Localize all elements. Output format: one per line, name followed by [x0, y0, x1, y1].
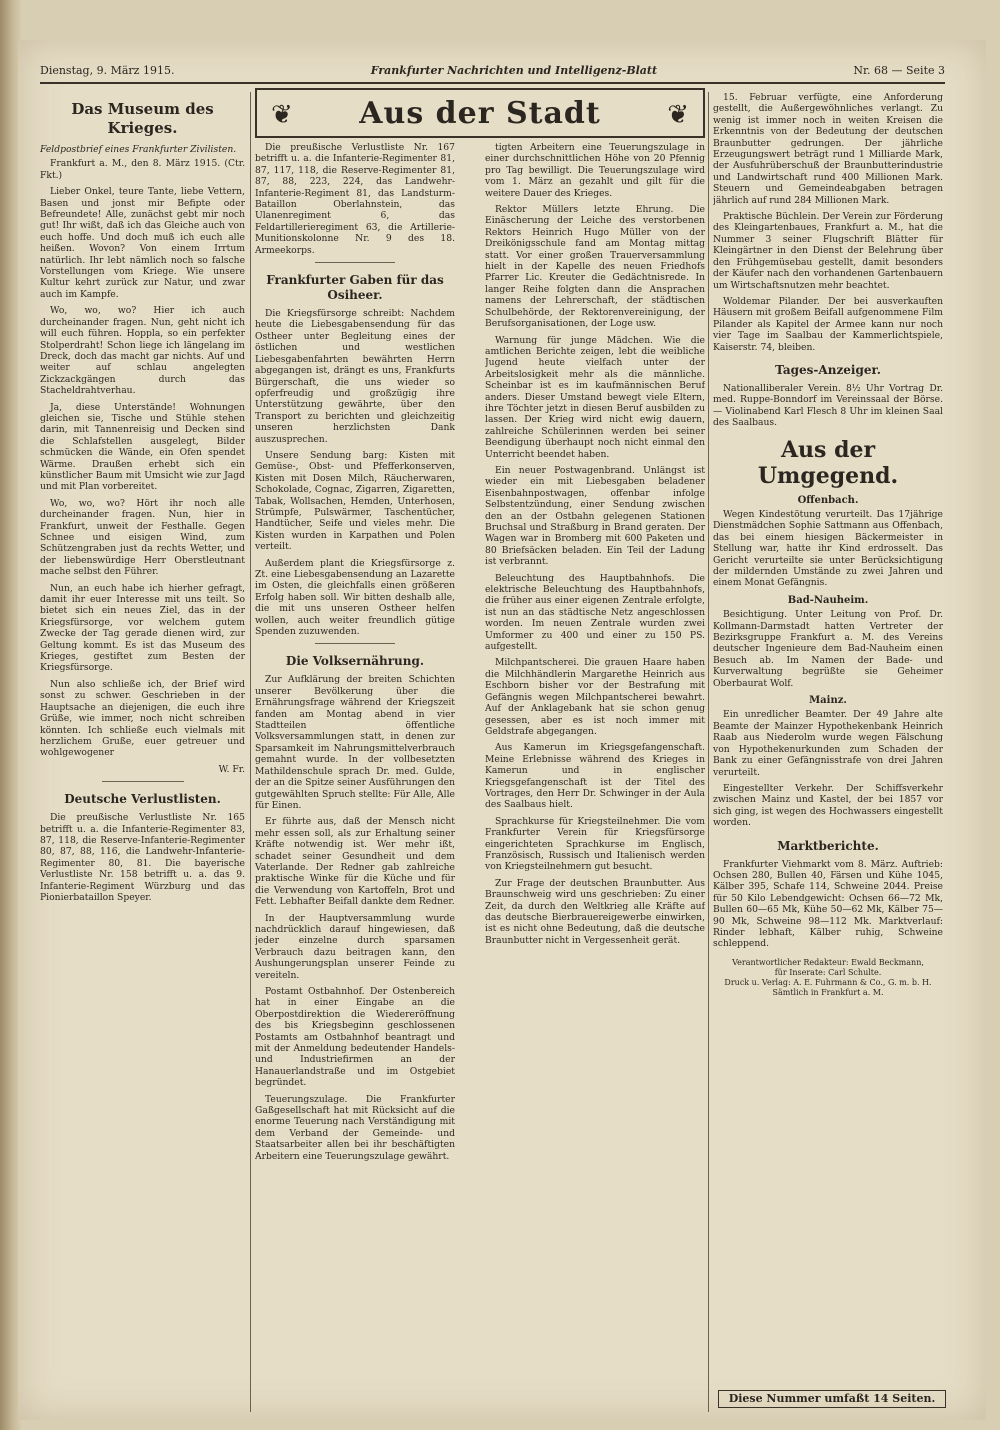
article-paragraph: Er führte aus, daß der Mensch nicht mehr essen soll, als zur Erhaltung seiner Kräfte notwendig ist. Wer mehr ißt, schadet seiner Gesundheit und dem Vaterlande. Der Redner gab zahlreiche praktische Winke für die Küche und für die Verwendung von Kartoffeln, Brot und Fett. Lebhafter Beifall dankte dem Redner. — [255, 816, 455, 908]
divider — [315, 643, 395, 644]
article-paragraph: Nun also schließe ich, der Brief wird sonst zu schwer. Geschrieben in der Hauptsache an diejenigen, die euch ihre Grüße, wie immer, noch nicht schreiben könnten. Ich schließe euch vielmals mit herzlichem Gruße, euer getreuer und wohlgewogener — [40, 678, 245, 759]
article-paragraph: Die preußische Verlustliste Nr. 165 betrifft u. a. die Infanterie-Regimenter 83, 87, 118, die Reserve-Infanterie-Regimenter 80, 87, 88, 116, die Landwehr-Infanterie-Regimenter 80, 81. Die bayerische Verlustliste Nr. 158 betrifft u. a. das 9. Infanterie-Regiment Würzburg und das Pionierbataillon Speyer. — [40, 812, 245, 903]
article-subtitle: Feldpostbrief eines Frankfurter Zivilisten. — [40, 144, 237, 155]
location-heading: Offenbach. — [797, 494, 859, 506]
article-paragraph: Praktische Büchlein. Der Verein zur Förderung des Kleingartenbaues, Frankfurt a. M., hat die Nummer 3 seiner Flugschrift Blätter für Kleingärtner in den Dienst der Belehrung über den Frühgemüsebau gestellt, damit besonders der Käufer nach den vorhandenen Gartenbauern um Wirtschaftsnutzen mehr beachtet. — [713, 211, 943, 291]
imprint — [713, 958, 943, 998]
article-paragraph: Ein unredlicher Beamter. Der 49 Jahre alte Beamte der Mainzer Hypothekenbank Heinrich Raab aus Niederolm wurde wegen Fälschung von Hypothekenurkunden zum Schaden der Bank zu einer Gefängnisstrafe von drei Jahren verurteilt. — [713, 709, 943, 778]
article-signature: W. Fr. — [218, 763, 245, 775]
article-paragraph: Postamt Ostbahnhof. Der Ostenbereich hat in einer Eingabe an die Oberpostdirektion die Wiedereröffnung des bis Kriegsbeginn geschlossenen Postamts am Ostbahnhof beantragt und mit der Anmeldung bedeutender Handels- und Industriefirmen an der Hanauerlandstraße und im Ostgebiet begründet. — [255, 986, 455, 1089]
article-paragraph: Unsere Sendung barg: Kisten mit Gemüse-, Obst- und Pfefferkonserven, Kisten mit Dosen Milch, Räucherwaren, Schokolade, Cognac, Zigarren, Zigaretten, Tabak, Wollsachen, Hemden, Unterhosen, Strümpfe, Pulswärmer, Taschentücher, Handtücher, Seife und vieles mehr. Die Kisten wurden in Karpathen und Polen verteilt. — [255, 449, 455, 553]
article-headline: Tages-Anzeiger. — [775, 362, 881, 377]
article-dateline: Frankfurt a. M., den 8. März 1915. (Ctr. Fkt.) — [40, 158, 245, 181]
article-headline: Frankfurter Gaben für das Osiheer. — [266, 273, 444, 303]
article-paragraph: Eingestellter Verkehr. Der Schiffsverkehr zwischen Mainz und Kastel, der bei 1857 vor sich ging, ist wegen des Hochwassers eingestellt worden. — [713, 782, 943, 829]
imprint-line: Druck u. Verlag: A. E. Fuhrmann & Co., G. m. b. H. — [724, 977, 932, 987]
column-1 — [40, 92, 245, 1412]
article-paragraph: Ein neuer Postwagenbrand. Unlängst ist wieder ein mit Liebesgaben beladener Eisenbahnpostwagen, offenbar infolge Selbstentzündung, einer Sendung zwischen den an der Ostbahn gelegenen Stationen Bruchsal und Straßburg in Brand geraten. Der Wagen war in Bromberg mit 600 Paketen und 80 Briefsäcken beladen. Ein Teil der Ladung ist verbrannt. — [485, 464, 705, 568]
section-banner — [255, 88, 705, 138]
article-paragraph: Nationalliberaler Verein. 8½ Uhr Vortrag Dr. med. Ruppe-Bonndorf im Vereinssaal der Börse. — Violinabend Karl Flesch 8 Uhr im kleinen Saal des Saalbaus. — [713, 382, 943, 429]
article-paragraph: Wo, wo, wo? Hier ich auch durcheinander fragen. Nun, geht nicht ich will euch führen. Hoppla, so ein perfekter Stolperdraht! Schon liege ich längelang im Dreck, doch das macht gar nichts. Auf und weiter auf schlau angelegten Zickzackgängen durch das Stacheldrahtverhau. — [40, 305, 245, 397]
location-heading: Bad-Nauheim. — [787, 594, 869, 606]
column-4 — [713, 92, 943, 1412]
article-paragraph: tigten Arbeitern eine Teuerungszulage in einer durchschnittlichen Höhe von 20 Pfennig pro Tag bewilligt. Die Teuerungszulage wird vom 1. März an gezahlt und gilt für die weitere Dauer des Krieges. — [485, 142, 705, 199]
article-paragraph: Zur Aufklärung der breiten Schichten unserer Bevölkerung über die Ernährungsfrage während der Kriegszeit fanden am Montag abend in vier Stadtteilen öffentliche Volksversammlungen statt, in denen zur Sparsamkeit im Nahrungsmittelverbrauch gemahnt wurde. In der vollbesetzten Mathildenschule sprach Dr. med. Gulde, der an die Spitze seiner Ausführungen den gutgewählten Spruch stellte: Für Alle, Alle für Einen. — [255, 674, 455, 811]
divider — [102, 781, 184, 782]
article-paragraph: Wo, wo, wo? Hört ihr noch alle durcheinander fragen. Nun, hier in Frankfurt, unweit der Festhalle. Gegen Schnee und eisigen Wind, zum Schützengraben just da rechts Wetter, und der liebenswürdige Herr Oberstleutnant mache selbst den Führer. — [40, 497, 245, 578]
column-2 — [255, 142, 455, 1430]
column-3 — [485, 142, 705, 1430]
page-number: Nr. 68 — Seite 3 — [853, 63, 945, 77]
section-title: Aus der Stadt — [359, 95, 601, 131]
article-paragraph: Außerdem plant die Kriegsfürsorge z. Zt. eine Liebesgabensendung an Lazarette im Osten, die gleichfalls einen größeren Erfolg haben soll. Wir bitten deshalb alle, die mit uns unseren Ostheer helfen wollen, auch weiter freundlich gütige Spenden zuzuwenden. — [255, 557, 455, 638]
article-paragraph: Lieber Onkel, teure Tante, liebe Vettern, Basen und jonst mir Befipte oder Befreundete! Alle, zunächst gebt mir noch gut! Ihr wißt, daß ich das Gleiche auch von euch hoffe. Und doch muß ich euch alle heißen. Wovon? Von einem Irrtum natürlich. Ihr lebt nämlich noch so falsche Vorstellungen vom Kriege. Wie unsere Kultur kehrt zurück zur Natur, und zwar auch im Kampfe. — [40, 186, 245, 300]
article-paragraph: Zur Frage der deutschen Braunbutter. Aus Braunschweig wird uns geschrieben: Zu einer Zeit, da durch den Weltkrieg alle Kräfte auf das deutsche Bierbrauereigewerbe einwirken, ist es nicht ohne Bedeutung, daß die deutsche Braunbutter nicht in Vergessenheit gerät. — [485, 877, 705, 946]
article-paragraph: In der Hauptversammlung wurde nachdrücklich darauf hingewiesen, daß jeder einzelne durch sparsamen Verbrauch dazu beitragen kann, den Aushungerungsplan unserer Feinde zu vereiteln. — [255, 912, 455, 981]
location-heading: Mainz. — [809, 695, 847, 707]
article-headline: Die Volksernährung. — [285, 654, 425, 669]
divider — [315, 262, 395, 263]
article-paragraph: Wegen Kindestötung verurteilt. Das 17jährige Dienstmädchen Sophie Sattmann aus Offenbach, das bei einem hiesigen Bäckermeister in Stellung war, hatte ihr Kind erdrosselt. Das Gericht verurteilte sie unter Berücksichtigung der mildernden Umstände zu zwei Jahren und einem Monat Gefängnis. — [713, 508, 943, 589]
article-paragraph: Woldemar Pilander. Der bei ausverkauften Häusern mit großem Beifall aufgenommene Film Pilander als Kapitel der Armee kann nur noch vier Tage im Saalbau der Kammerlichtspiele, Kaiserstr. 74, bleiben. — [713, 295, 943, 353]
article-paragraph: Sprachkurse für Kriegsteilnehmer. Die vom Frankfurter Verein für Kriegsfürsorge eingerichteten Sprachkurse im Englisch, Französisch, Russisch und Italienisch werden von Kriegsteilnehmern gut besucht. — [485, 815, 705, 873]
article-paragraph: Warnung für junge Mädchen. Wie die amtlichen Berichte zeigen, lebt die weibliche Jugend heute vielfach unter der Arbeitslosigkeit mehr als die männliche. Scheinbar ist es im kaufmännischen Beruf anders. Dieser Umstand bewegt viele Eltern, ihre Töchter jetzt in diesen Beruf ausbilden zu lassen. Der Krieg wird nicht ewig dauern, zahlreiche Schülerinnen werden bei seiner Beendigung überhaupt noch nicht einmal den Unterricht beendet haben. — [485, 334, 705, 460]
article-paragraph: Nun, an euch habe ich hierher gefragt, damit ihr euer Interesse mit uns teilt. So bietet sich ein neues Ziel, das in der Kriegsfürsorge, vor welchem gutem Zwecke der Tag gerade dienen wird, zur Geltung kommt. Es ist das Museum des Krieges, gestiftet zum Besten der Kriegsfürsorge. — [40, 582, 245, 674]
masthead — [40, 58, 945, 84]
article-headline: Deutsche Verlustlisten. — [64, 792, 221, 807]
ornament-icon: ❦ — [667, 100, 689, 130]
article-paragraph: Teuerungszulage. Die Frankfurter Gaßgesellschaft hat mit Rücksicht auf die enorme Teuerung nach Verständigung mit dem Verband der Gemeinde- und Staatsarbeiter allen bei ihr beschäftigten Arbeitern eine Teuerungszulage gewährt. — [255, 1093, 455, 1162]
issue-date: Dienstag, 9. März 1915. — [40, 63, 175, 77]
imprint-line: Verantwortlicher Redakteur: Ewald Beckmann, — [732, 957, 924, 967]
article-headline: Das Museum des Krieges. — [71, 100, 214, 137]
article-headline: Marktberichte. — [777, 838, 879, 853]
article-paragraph: Beleuchtung des Hauptbahnhofs. Die elektrische Beleuchtung des Hauptbahnhofs, die früher aus einer eigenen Zentrale erfolgte, ist nun an das städtische Netz angeschlossen worden. Im neuen Zentrale wurden zwei Umformer zu 400 und einer zu 150 PS. aufgestellt. — [485, 572, 705, 653]
column-rule — [708, 92, 709, 1412]
column-rule — [250, 92, 251, 1412]
article-paragraph: Besichtigung. Unter Leitung von Prof. Dr. Kollmann-Darmstadt hatten Vertreter der Bezirksgruppe Frankfurt a. M. des Vereins deutscher Ingenieure dem Bad-Nauheim einen Besuch ab. Im Namen der Bade- und Kurverwaltung begrüßte sie Geheimer Oberbaurat Wolf. — [713, 609, 943, 689]
paper-title: Frankfurter Nachrichten und Intelligenz-Blatt — [370, 63, 658, 77]
article-paragraph: 15. Februar verfügte, eine Anforderung gestellt, die Außergewöhnliches verlangt. Zu wenig ist immer noch in weiten Kreisen die Erkenntnis von der Bedeutung der deutschen Braunbutter gedrungen. Der jährliche Erzeugungswert beträgt rund 1 Milliarde Mark, der Ausfuhrüberschuß der Braunbutterindustrie und Landwirtschaft rund 400 Millionen Mark. Steuern und Gemeindeabgaben betragen jährlich auf rund 284 Millionen Mark. — [713, 92, 943, 206]
article-paragraph: Milchpantscherei. Die grauen Haare haben die Milchhändlerin Margarethe Heinrich aus Eschborn bisher vor der Bestrafung mit Gefängnis wegen Milchpantscherei bewahrt. Auf der Anklagebank hat sie schon genug gesessen, aber es ist noch immer mit Geldstrafe abgegangen. — [485, 657, 705, 737]
ornament-icon: ❦ — [271, 100, 293, 130]
article-paragraph: Die Kriegsfürsorge schreibt: Nachdem heute die Liebesgabensendung für das Ostheer unter Begleitung eines der östlichen und westlichen Liebesgabenfahrten bewährten Herrn abgegangen ist, drängt es uns, Frankfurts Bürgerschaft, die uns wieder so opferfreudig und großzügig ihre Unterstützung gewährte, über den Transport zu berichten und gleichzeitig unseren herzlichsten Dank auszusprechen. — [255, 308, 455, 445]
page-count-notice: Diese Nummer umfaßt 14 Seiten. — [718, 1390, 946, 1408]
article-paragraph: Frankfurter Viehmarkt vom 8. März. Auftrieb: Ochsen 280, Bullen 40, Färsen und Kühe 1045, Kälber 395, Schafe 114, Schweine 2044. Preise für 50 Kilo Lebendgewicht: Ochsen 66—72 Mk, Bullen 60—65 Mk, Kühe 50—62 Mk, Kälber 75—90 Mk, Schweine 98—112 Mk. Marktverlauf: Rinder lebhaft, Kälber ruhig, Schweine schleppend. — [713, 858, 943, 950]
article-paragraph: Die preußische Verlustliste Nr. 167 betrifft u. a. die Infanterie-Regimenter 81, 87, 117, 118, die Reserve-Regimenter 81, 87, 88, 223, 224, das Landwehr-Infanterie-Regiment 81, das Landsturm-Bataillon Oberlahnstein, das Ulanenregiment 6, das Feldartillerieregiment 63, die Artillerie-Munitionskolonne Nr. 9 des 18. Armeekorps. — [255, 142, 455, 256]
imprint-line: für Inserate: Carl Schulte. — [774, 967, 882, 977]
article-paragraph: Aus Kamerun im Kriegsgefangenschaft. Meine Erlebnisse während des Krieges in Kamerun und in englischer Kriegsgefangenschaft ist der Titel des Vortrages, den Herr Dr. Schwinger in der Aula des Saalbaus hielt. — [485, 742, 705, 811]
article-paragraph: Ja, diese Unterstände! Wohnungen gleichen sie, Tische und Stühle stehen darin, mit Tannenreisig und Decken sind die Schlafstellen ausgelegt, Bilder schmücken die Wände, ein Ofen spendet Wärme. Draußen erhebt sich ein künstlicher Baum mit Umsicht wie zur Jagd und mit Plan vorbereitet. — [40, 401, 245, 493]
article-paragraph: Rektor Müllers letzte Ehrung. Die Einäscherung der Leiche des verstorbenen Rektors Heinrich Hugo Müller von der Dreikönigsschule fand am Montag mittag statt. Vor einer großen Trauerversammlung hielt in der Kapelle des neuen Friedhofs Pfarrer Lic. Kreuter die Gedächtnisrede. In langer Reihe folgten dann die Ansprachen namens der Lehrerschaft, der städtischen Schulbehörde, der Rektorenvereinigung, der Berufsorganisationen, der Loge usw. — [485, 204, 705, 330]
section-headline: Aus der Umgegend. — [757, 436, 899, 489]
imprint-line: Sämtlich in Frankfurt a. M. — [772, 987, 884, 997]
